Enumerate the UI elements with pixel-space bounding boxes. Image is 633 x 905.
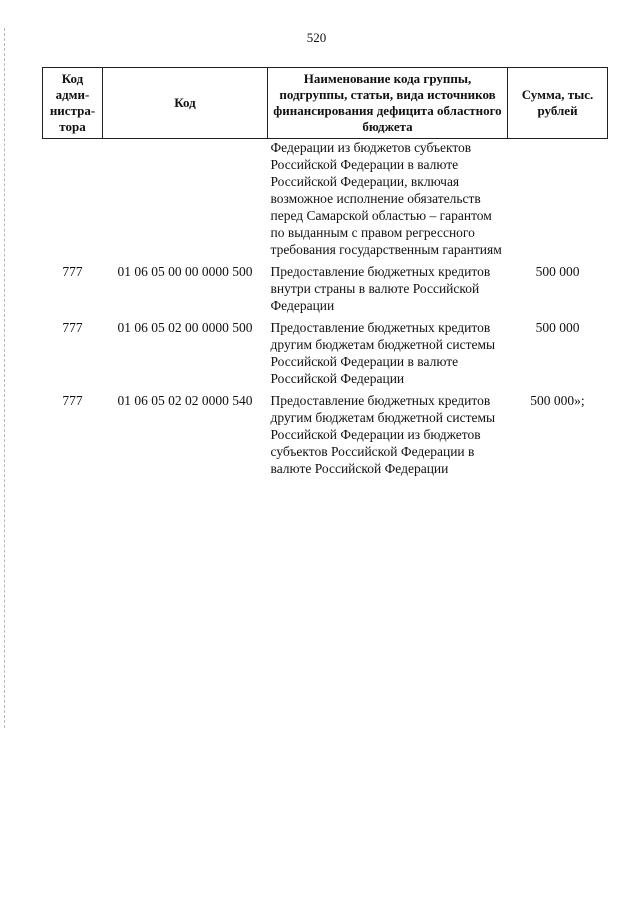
cell-name: Предоставление бюджетных кредитов другим бюджетам бюджетной системы Российской Федерации из бюджетов субъектов Российской Федерации в валюте Российской Федерации	[270, 393, 496, 476]
cell-admin-code: 777	[62, 393, 83, 408]
table-header-row	[43, 68, 608, 139]
header-sum: Сумма, тыс. рублей	[508, 68, 608, 139]
cell-sum: 500 000	[535, 264, 580, 279]
cell-name: Предоставление бюджетных кредитов внутри страны в валюте Российской Федерации	[270, 264, 491, 313]
cell-sum	[508, 139, 608, 262]
cell-name: Предоставление бюджетных кредитов другим бюджетам бюджетной системы Российской Федерации в валюте Российской Федерации	[270, 320, 496, 386]
cell-admin-code	[43, 139, 103, 262]
cell-sum: 500 000	[535, 320, 580, 335]
cell-name: Федерации из бюджетов субъектов Российской Федерации в валюте Российской Федерации, включая возможное исполнение обязательств перед Самарской областью – гарантом по выданным с правом регрессного требования государственным гарантиям	[270, 140, 502, 257]
budget-sources-table	[42, 67, 608, 480]
cell-code: 01 06 05 02 00 0000 500	[117, 320, 253, 335]
table-row-continuation	[43, 139, 608, 262]
cell-admin-code: 777	[62, 320, 83, 335]
cell-code: 01 06 05 00 00 0000 500	[117, 264, 253, 279]
cell-code: 01 06 05 02 02 0000 540	[117, 393, 253, 408]
binding-edge-line	[4, 28, 5, 728]
cell-code	[103, 139, 268, 262]
page-number: 520	[306, 30, 327, 45]
cell-sum: 500 000»;	[530, 393, 585, 408]
table-row	[43, 317, 608, 390]
header-admin-code: Код адми-нистра-тора	[43, 68, 103, 139]
table-row	[43, 261, 608, 317]
table-row	[43, 390, 608, 480]
header-code: Код	[103, 68, 268, 139]
cell-admin-code: 777	[62, 264, 83, 279]
header-name: Наименование кода группы, подгруппы, статьи, вида источников финансирования дефицита областного бюджета	[268, 68, 508, 139]
